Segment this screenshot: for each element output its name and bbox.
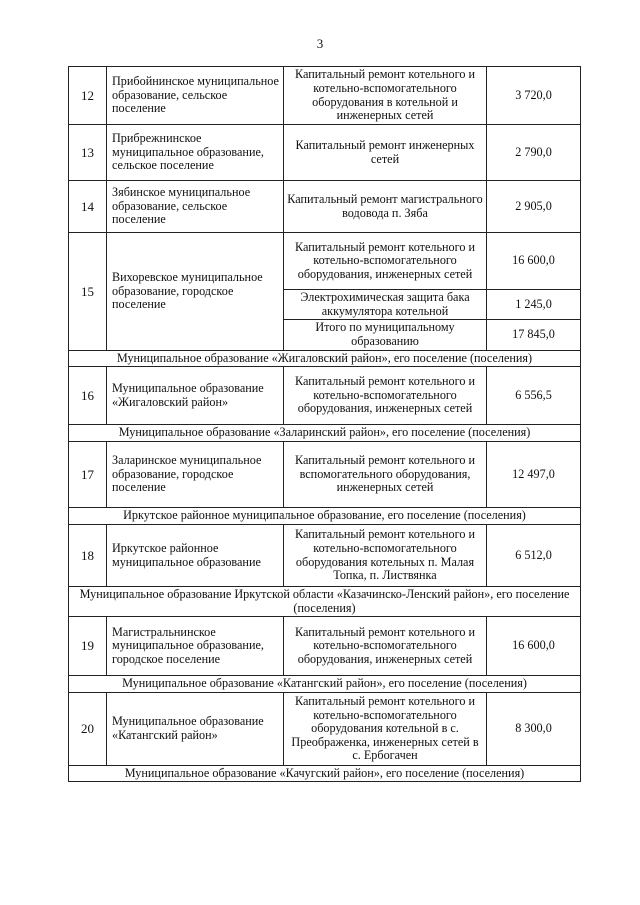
row-number: 14 <box>69 181 107 233</box>
work-description: Капитальный ремонт котельного и котельно-вспомогательного оборудования котельной в с. Преображенка, инженерных сетей в с. Ербогачен <box>284 693 487 766</box>
section-header: Муниципальное образование «Жигаловский район», его поселение (поселения) <box>69 351 581 367</box>
row-number: 17 <box>69 442 107 508</box>
work-description: Капитальный ремонт котельного и котельно-вспомогательного оборудования, инженерных сетей <box>284 233 487 290</box>
municipality-name: Прибойнинское муниципальное образование, сельское поселение <box>107 67 284 125</box>
municipality-name: Муниципальное образование «Катангский район» <box>107 693 284 766</box>
subtotal-amount: 17 845,0 <box>487 320 581 351</box>
row-number: 12 <box>69 67 107 125</box>
amount-cell: 8 300,0 <box>487 693 581 766</box>
subtotal-label: Итого по муниципальному образованию <box>284 320 487 351</box>
municipality-name: Заларинское муниципальное образование, городское поселение <box>107 442 284 508</box>
table-row <box>69 367 581 425</box>
amount-cell: 12 497,0 <box>487 442 581 508</box>
amount-cell: 16 600,0 <box>487 617 581 676</box>
row-number: 18 <box>69 525 107 587</box>
amount-cell: 6 556,5 <box>487 367 581 425</box>
page-number: 3 <box>316 36 324 51</box>
section-header: Муниципальное образование «Заларинский район», его поселение (поселения) <box>69 425 581 442</box>
table-row <box>69 181 581 233</box>
section-header: Иркутское районное муниципальное образование, его поселение (поселения) <box>69 508 581 525</box>
row-number: 19 <box>69 617 107 676</box>
row-number: 13 <box>69 125 107 181</box>
row-number: 16 <box>69 367 107 425</box>
work-description: Капитальный ремонт котельного и котельно-вспомогательного оборудования котельных п. Малая Топка, п. Листвянка <box>284 525 487 587</box>
work-description: Электрохимическая защита бака аккумулятора котельной <box>284 290 487 320</box>
table-row <box>69 442 581 508</box>
work-description: Капитальный ремонт котельного и вспомогательного оборудования, инженерных сетей <box>284 442 487 508</box>
section-header-row <box>69 425 581 442</box>
work-description: Капитальный ремонт магистрального водовода п. Зяба <box>284 181 487 233</box>
table-row <box>69 525 581 587</box>
municipality-name: Прибрежнинское муниципальное образование, сельское поселение <box>107 125 284 181</box>
amount-cell: 2 790,0 <box>487 125 581 181</box>
section-header: Муниципальное образование «Катангский район», его поселение (поселения) <box>69 676 581 693</box>
section-header-row <box>69 508 581 525</box>
section-header: Муниципальное образование Иркутской области «Казачинско-Ленский район», его поселение (поселения) <box>69 587 581 617</box>
municipality-name: Вихоревское муниципальное образование, городское поселение <box>107 233 284 351</box>
work-description: Капитальный ремонт котельного и котельно-вспомогательного оборудования, инженерных сетей <box>284 617 487 676</box>
table-row <box>69 67 581 125</box>
municipality-name: Муниципальное образование «Жигаловский район» <box>107 367 284 425</box>
row-number: 20 <box>69 693 107 766</box>
table-row <box>69 693 581 766</box>
work-description: Капитальный ремонт котельного и котельно-вспомогательного оборудования, инженерных сетей <box>284 367 487 425</box>
section-header-row <box>69 676 581 693</box>
municipality-name: Магистральнинское муниципальное образование, городское поселение <box>107 617 284 676</box>
municipality-name: Иркутское районное муниципальное образование <box>107 525 284 587</box>
table-row <box>69 125 581 181</box>
work-description: Капитальный ремонт инженерных сетей <box>284 125 487 181</box>
amount-cell: 2 905,0 <box>487 181 581 233</box>
amount-cell: 16 600,0 <box>487 233 581 290</box>
section-header-row <box>69 587 581 617</box>
amount-cell: 1 245,0 <box>487 290 581 320</box>
section-header-row <box>69 766 581 782</box>
work-description: Капитальный ремонт котельного и котельно-вспомогательного оборудования в котельной и инженерных сетей <box>284 67 487 125</box>
table-row <box>69 233 581 290</box>
amount-cell: 3 720,0 <box>487 67 581 125</box>
amount-cell: 6 512,0 <box>487 525 581 587</box>
row-number: 15 <box>69 233 107 351</box>
table-row <box>69 617 581 676</box>
section-header: Муниципальное образование «Качугский район», его поселение (поселения) <box>69 766 581 782</box>
section-header-row <box>69 351 581 367</box>
municipality-name: Зябинское муниципальное образование, сельское поселение <box>107 181 284 233</box>
funding-table <box>68 66 581 782</box>
